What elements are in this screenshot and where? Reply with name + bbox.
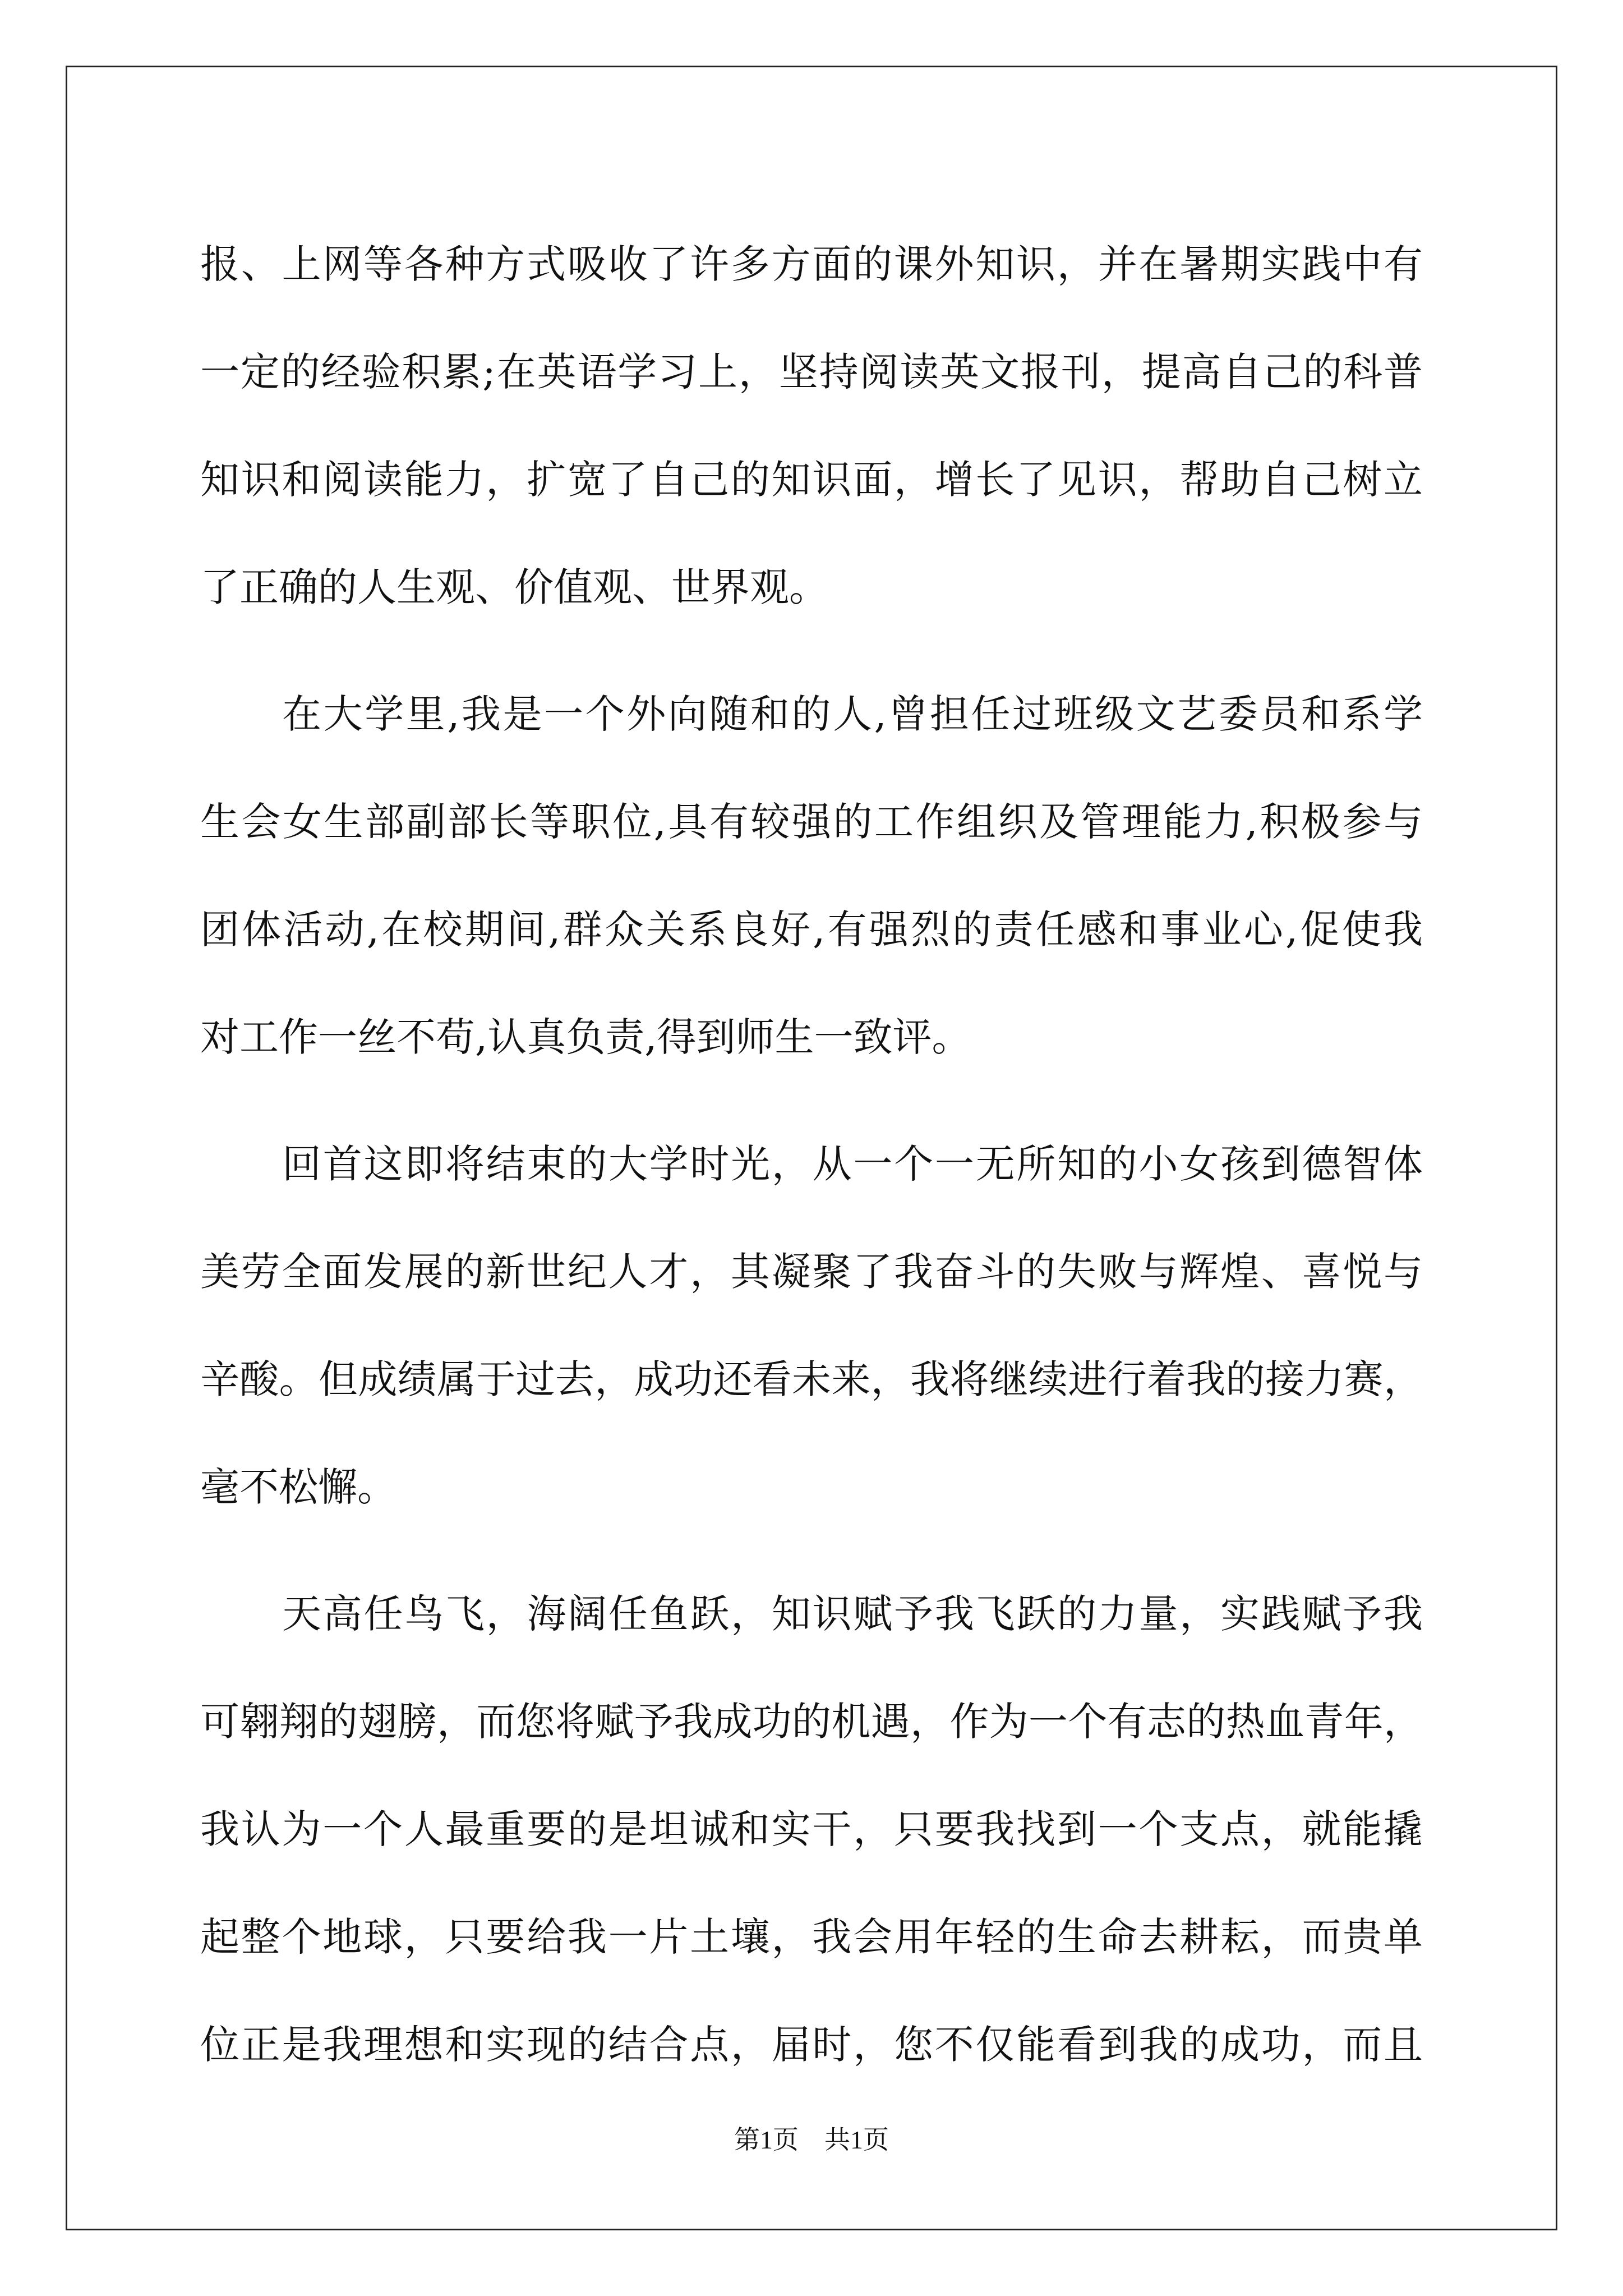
text-line: 天高任鸟飞，海阔任鱼跃，知识赋予我飞跃的力量，实践赋予我 xyxy=(282,1591,1423,1637)
text-line: 一定的经验积累;在英语学习上，坚持阅读英文报刊，提高自己的科普 xyxy=(200,349,1423,395)
text-line: 位正是我理想和实现的结合点，届时，您不仅能看到我的成功，而且 xyxy=(200,2022,1423,2068)
document-body xyxy=(200,210,1423,2099)
text-line: 对工作一丝不苟,认真负责,得到师生一致评。 xyxy=(200,1014,971,1060)
text-line: 知识和阅读能力，扩宽了自己的知识面，增长了见识，帮助自己树立 xyxy=(200,457,1423,503)
text-line: 在大学里,我是一个外向随和的人,曾担任过班级文艺委员和系学 xyxy=(282,691,1423,737)
text-line: 毫不松懈。 xyxy=(200,1464,396,1510)
text-line: 回首这即将结束的大学时光，从一个一无所知的小女孩到德智体 xyxy=(282,1141,1423,1187)
text-line: 美劳全面发展的新世纪人才，其凝聚了我奋斗的失败与辉煌、喜悦与 xyxy=(200,1249,1423,1295)
text-line: 辛酸。但成绩属于过去，成功还看未来，我将继续进行着我的接力赛， xyxy=(200,1356,1423,1402)
paragraph xyxy=(200,210,1423,641)
page-footer: 第1页 共1页 xyxy=(734,2125,889,2154)
text-line: 团体活动,在校期间,群众关系良好,有强烈的责任感和事业心,促使我 xyxy=(200,907,1423,953)
text-line: 我认为一个人最重要的是坦诚和实干，只要我找到一个支点，就能撬 xyxy=(200,1806,1423,1852)
paragraph xyxy=(200,1560,1423,2099)
text-line: 可翱翔的翅膀，而您将赋予我成功的机遇，作为一个有志的热血青年， xyxy=(200,1699,1423,1745)
text-line: 起整个地球，只要给我一片土壤，我会用年轻的生命去耕耘，而贵单 xyxy=(200,1914,1423,1960)
text-line: 生会女生部副部长等职位,具有较强的工作组织及管理能力,积极参与 xyxy=(200,799,1423,845)
paragraph xyxy=(200,1110,1423,1541)
text-line: 了正确的人生观、价值观、世界观。 xyxy=(200,564,828,610)
text-line: 报、上网等各种方式吸收了许多方面的课外知识，并在暑期实践中有 xyxy=(200,241,1423,287)
paragraph xyxy=(200,660,1423,1091)
